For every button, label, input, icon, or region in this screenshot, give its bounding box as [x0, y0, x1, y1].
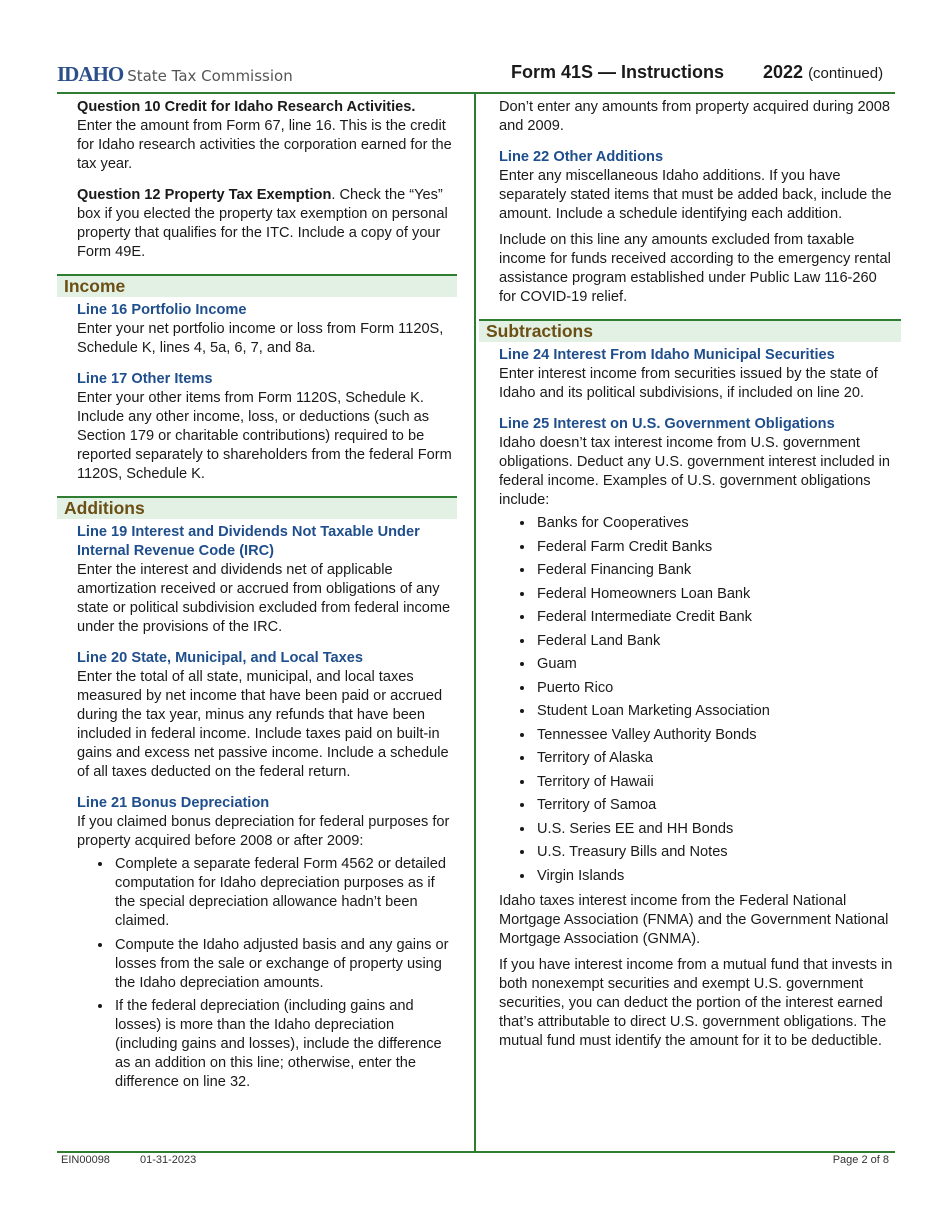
list-item: • Federal Farm Credit Banks — [535, 538, 897, 557]
line-22-title: Line 22 Other Additions — [499, 149, 664, 165]
list-item: • U.S. Series EE and HH Bonds — [535, 820, 897, 839]
logo-name: State Tax Commission — [127, 67, 293, 85]
list-item: • Territory of Hawaii — [535, 773, 897, 792]
year-value: 2022 — [763, 62, 804, 82]
list-item: • Tennessee Valley Authority Bonds — [535, 726, 897, 745]
list-item: • Federal Intermediate Credit Bank — [535, 608, 897, 627]
list-item: • Federal Homeowners Loan Bank — [535, 585, 897, 604]
line-16-text: Enter your net portfolio income or loss from Form 1120S, Schedule K, lines 4, 5a, 6, 7, and 8a. — [77, 321, 444, 356]
list-item: • Federal Financing Bank — [535, 561, 897, 580]
line-25-text-3: If you have interest income from a mutual fund that invests in both nonexempt securities and exempt U.S. government securities, you can deduct the portion of the interest earned that’s attributable to direct U.S. government obligations. The mutual fund must identify the amount for it to be deductible. — [499, 956, 893, 1049]
line-25-text: Idaho doesn’t tax interest income from U.S. government obligations. Deduct any U.S. government interest included in federal income. Examples of U.S. government obligations include: — [499, 435, 891, 508]
line-16-title: Line 16 Portfolio Income — [77, 302, 247, 318]
line-25-title: Line 25 Interest on U.S. Government Obligations — [499, 416, 835, 432]
header-rule — [57, 92, 895, 94]
tax-year — [763, 62, 883, 83]
line-22-text-1: Enter any miscellaneous Idaho additions. If you have separately stated items that must be added back, include the amount. Include a schedule identifying each addition. — [499, 168, 892, 222]
list-item: • Federal Land Bank — [535, 632, 897, 651]
page-header — [57, 58, 897, 94]
question-10-text: Enter the amount from Form 67, line 16. This is the credit for Idaho research activities the corporation earned for the tax year. — [77, 118, 452, 172]
list-item: • Student Loan Marketing Association — [535, 702, 897, 721]
line-17-text: Enter your other items from Form 1120S, Schedule K. Include any other income, loss, or deductions (such as Section 179 or charitable contributions) required to be reported separately to shareholders from the federal Form 1120S, Schedule K. — [77, 390, 452, 482]
line-20-text: Enter the total of all state, municipal, and local taxes measured by net income that have been paid or accrued during the tax year, minus any refunds that have been included in federal income. Include taxes paid on built-in gains and excess net passive income. Include a schedule of all taxes deducted on the federal return. — [77, 669, 449, 780]
list-item: • U.S. Treasury Bills and Notes — [535, 843, 897, 862]
idaho-logo — [57, 62, 293, 87]
question-10 — [77, 98, 457, 174]
list-item: • Banks for Cooperatives — [535, 514, 897, 533]
list-item: • Territory of Alaska — [535, 749, 897, 768]
line-22-text-2: Include on this line any amounts excluded from taxable income for funds received according to the emergency rental assistance program established under Public Law 116-260 for COVID-19 relief. — [499, 232, 891, 305]
line-21-continued-text: Don’t enter any amounts from property acquired during 2008 and 2009. — [499, 99, 891, 134]
continued-label: (continued) — [808, 65, 884, 82]
government-obligations-list — [499, 514, 897, 886]
line-17-title: Line 17 Other Items — [77, 371, 213, 387]
list-item: • If the federal depreciation (including gains and losses) is more than the Idaho depreciation (including gains and losses), include the difference as an addition on this line; otherwise, enter the difference on line 32. — [113, 997, 457, 1092]
line-24-title: Line 24 Interest From Idaho Municipal Securities — [499, 347, 835, 363]
line-21-text: If you claimed bonus depreciation for federal purposes for property acquired before 2008 or after 2009: — [77, 814, 450, 849]
question-12-title: Question 12 Property Tax Exemption — [77, 187, 332, 203]
form-title: Form 41S — Instructions — [511, 62, 725, 82]
line-24-text: Enter interest income from securities issued by the state of Idaho and its political subdivisions, if included on line 20. — [499, 366, 878, 401]
line-19-text: Enter the interest and dividends net of applicable amortization received or accrued from obligations of any state or political subdivision excluded from federal income under the provisions of the IRC. — [77, 562, 451, 635]
question-10-title: Question 10 Credit for Idaho Research Activities. — [77, 99, 416, 115]
question-12 — [77, 186, 457, 262]
question-12-text: . Check the “Yes” box if you elected the property tax exemption on personal property that qualifies for the ITC. Include a copy of your Form 49E. — [77, 187, 448, 260]
line-25-text-2: Idaho taxes interest income from the Federal National Mortgage Association (FNMA) and the Government National Mortgage Association (GNMA). — [499, 892, 889, 947]
footer-page-number: Page 2 of 8 — [832, 1154, 889, 1166]
left-column — [64, 98, 457, 1098]
line-21-title: Line 21 Bonus Depreciation — [77, 795, 270, 811]
income-heading: Income — [57, 274, 457, 297]
additions-heading: Additions — [57, 496, 457, 519]
list-item: • Compute the Idaho adjusted basis and any gains or losses from the sale or exchange of property using the Idaho depreciation amounts. — [113, 936, 457, 993]
list-item: • Complete a separate federal Form 4562 or detailed computation for Idaho depreciation purposes as if the special depreciation allowance hadn’t been claimed. — [113, 855, 457, 931]
line-20-title: Line 20 State, Municipal, and Local Taxes — [77, 650, 364, 666]
list-item: • Guam — [535, 655, 897, 674]
logo-mark: IDAHO — [57, 62, 124, 86]
line-19-title: Line 19 Interest and Dividends Not Taxable Under Internal Revenue Code (IRC) — [77, 524, 420, 559]
list-item: • Territory of Samoa — [535, 796, 897, 815]
footer-rule — [57, 1151, 895, 1153]
subtractions-heading: Subtractions — [479, 319, 901, 342]
column-divider — [474, 94, 476, 1152]
line-21-bullets — [77, 855, 457, 1092]
list-item: • Virgin Islands — [535, 867, 897, 886]
footer-date: 01-31-2023 — [140, 1154, 197, 1166]
right-column — [486, 98, 897, 1058]
list-item: • Puerto Rico — [535, 679, 897, 698]
footer-form-code: EIN00098 — [61, 1154, 110, 1166]
